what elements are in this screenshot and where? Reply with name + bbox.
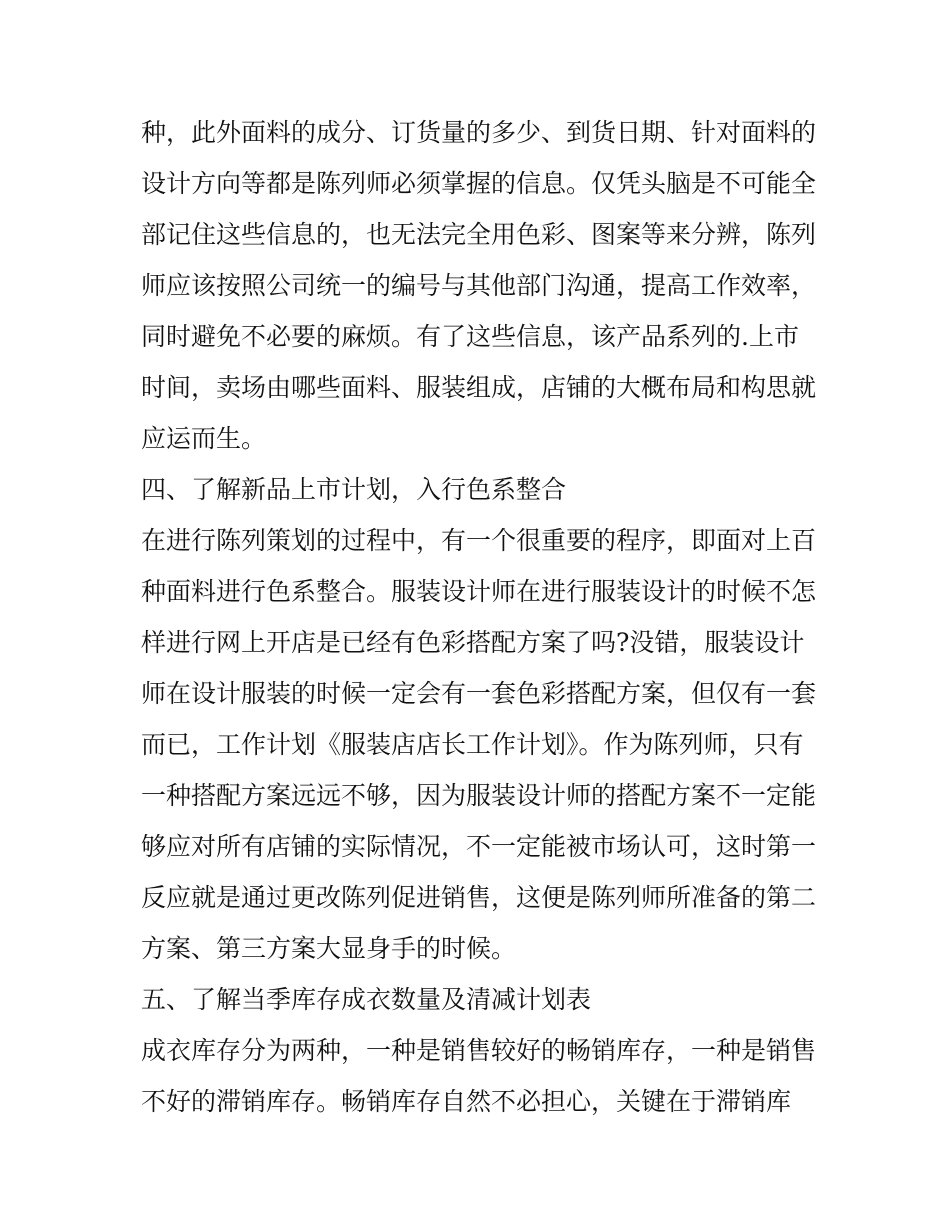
text-line: 方案、第三方案大显身手的时候。 [141, 934, 517, 963]
section-heading: 五、了解当季库存成衣数量及清减计划表 [141, 985, 592, 1014]
text-line: 种，此外面料的成分、订货量的多少、到货日期、针对面料的 [141, 118, 817, 147]
text-line: 同时避免不必要的麻烦。有了这些信息，该产品系列的.上市 [141, 322, 799, 351]
text-line: 部记住这些信息的，也无法完全用色彩、图案等来分辨，陈列 [141, 220, 817, 249]
text-line: 一种搭配方案远远不够，因为服装设计师的搭配方案不一定能 [141, 781, 817, 810]
document-body [141, 107, 821, 1127]
text-line: 成衣库存分为两种，一种是销售较好的畅销库存，一种是销售 [141, 1036, 817, 1065]
text-line: 设计方向等都是陈列师必须掌握的信息。仅凭头脑是不可能全 [141, 169, 817, 198]
text-line: 够应对所有店铺的实际情况，不一定能被市场认可，这时第一 [141, 832, 817, 861]
text-line: 而已，工作计划《服装店店长工作计划》。作为陈列师，只有 [141, 730, 804, 759]
text-line: 师在设计服装的时候一定会有一套色彩搭配方案，但仅有一套 [141, 679, 817, 708]
text-line: 不好的滞销库存。畅销库存自然不必担心，关键在于滞销库 [141, 1087, 792, 1116]
text-line: 师应该按照公司统一的编号与其他部门沟通，提高工作效率， [141, 271, 817, 300]
text-line: 时间，卖场由哪些面料、服装组成，店铺的大概布局和构思就 [141, 373, 817, 402]
text-line: 应运而生。 [141, 424, 267, 453]
text-line: 反应就是通过更改陈列促进销售，这便是陈列师所准备的第二 [141, 883, 817, 912]
text-line: 种面料进行色系整合。服装设计师在进行服装设计的时候不怎 [141, 577, 817, 606]
text-line: 样进行网上开店是已经有色彩搭配方案了吗?没错，服装设计 [141, 628, 805, 657]
section-heading: 四、了解新品上市计划，入行色系整合 [141, 475, 567, 504]
text-line: 在进行陈列策划的过程中，有一个很重要的程序，即面对上百 [141, 526, 817, 555]
